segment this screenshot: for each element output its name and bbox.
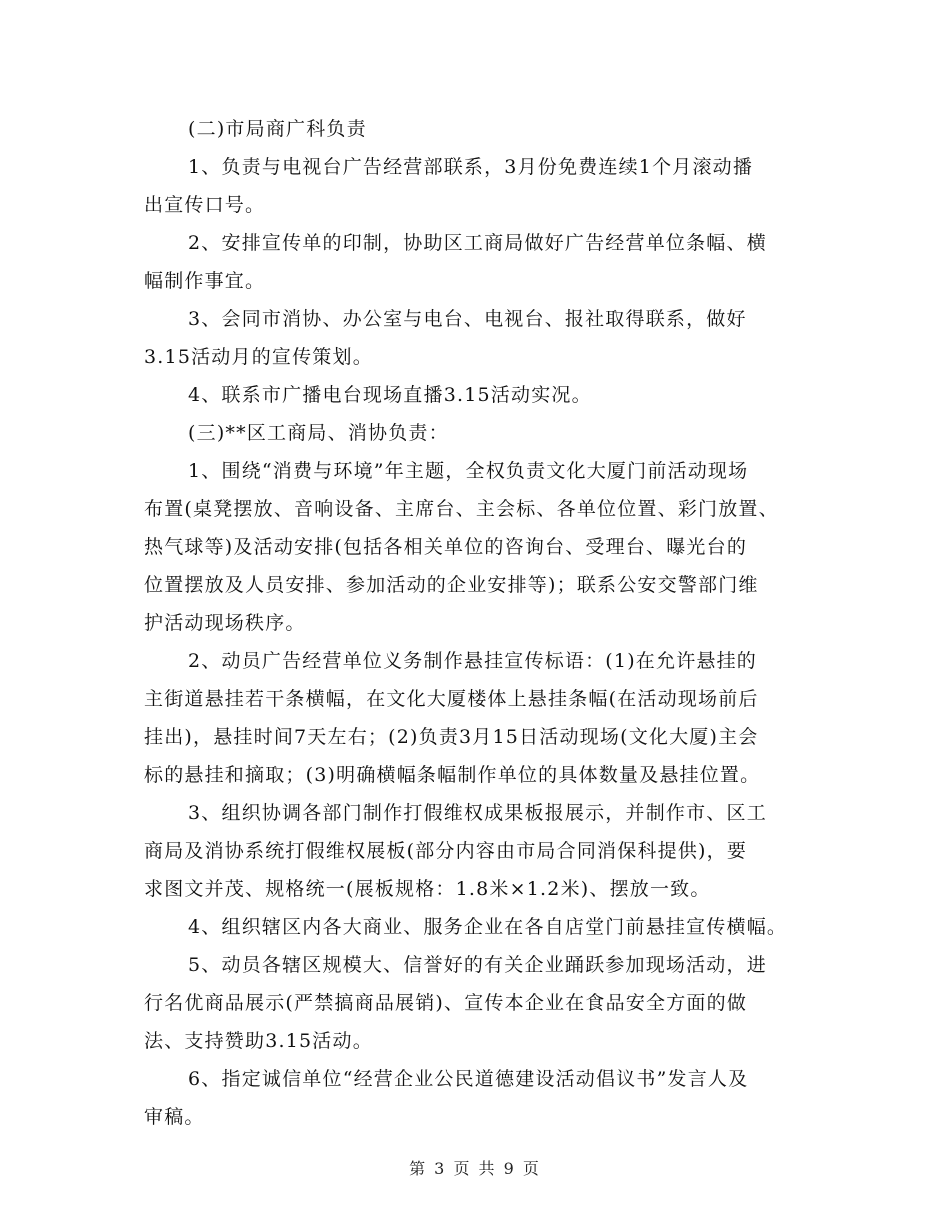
text-line: 热气球等)及活动安排(包括各相关单位的咨询台、受理台、曝光台的 — [144, 536, 748, 558]
text-line: (二)市局商广科负责 — [188, 118, 367, 140]
text-line: 1、围绕“消费与环境”年主题，全权负责文化大厦门前活动现场 — [188, 460, 749, 482]
text-line: 位置摆放及人员安排、参加活动的企业安排等)；联系公安交警部门维 — [144, 574, 759, 596]
text-line: 幅制作事宜。 — [144, 270, 266, 292]
text-line: 审稿。 — [144, 1106, 205, 1128]
text-line: 行名优商品展示(严禁搞商品展销)、宣传本企业在食品安全方面的做 — [144, 992, 748, 1014]
text-line: 4、联系市广播电台现场直播3.15活动实况。 — [188, 384, 592, 406]
text-line: 5、动员各辖区规模大、信誉好的有关企业踊跃参加现场活动，进 — [188, 954, 767, 976]
text-line: 4、组织辖区内各大商业、服务企业在各自店堂门前悬挂宣传横幅。 — [188, 916, 788, 938]
document-body — [140, 113, 820, 1139]
text-line: 3.15活动月的宣传策划。 — [144, 346, 373, 368]
text-line: 2、安排宣传单的印制，协助区工商局做好广告经营单位条幅、横 — [188, 232, 767, 254]
text-line: 护活动现场秩序。 — [144, 612, 306, 634]
text-line: 1、负责与电视台广告经营部联系，3月份免费连续1个月滚动播 — [188, 156, 754, 178]
text-line: 布置(桌凳摆放、音响设备、主席台、主会标、各单位位置、彩门放置、 — [144, 498, 779, 520]
text-line: 主街道悬挂若干条横幅，在文化大厦楼体上悬挂条幅(在活动现场前后 — [144, 688, 759, 710]
text-line: 2、动员广告经营单位义务制作悬挂宣传标语：(1)在允许悬挂的 — [188, 650, 758, 672]
text-line: 3、会同市消协、办公室与电台、电视台、报社取得联系，做好 — [188, 308, 747, 330]
text-line: 出宣传口号。 — [144, 194, 266, 216]
text-line: 6、指定诚信单位“经营企业公民道德建设活动倡议书”发言人及 — [188, 1068, 749, 1090]
text-line: 标的悬挂和摘取；(3)明确横幅条幅制作单位的具体数量及悬挂位置。 — [144, 764, 761, 786]
text-line: 挂出)，悬挂时间7天左右；(2)负责3月15日活动现场(文化大厦)主会 — [144, 726, 759, 748]
text-line: 法、支持赞助3.15活动。 — [144, 1030, 373, 1052]
text-line: (三)**区工商局、消协负责： — [188, 422, 449, 444]
text-line: 求图文并茂、规格统一(展板规格：1.8米×1.2米)、摆放一致。 — [144, 878, 711, 900]
text-line: 商局及消协系统打假维权展板(部分内容由市局合同消保科提供)，要 — [144, 840, 748, 862]
page-number-footer: 第 3 页 共 9 页 — [409, 1159, 541, 1178]
text-line: 3、组织协调各部门制作打假维权成果板报展示，并制作市、区工 — [188, 802, 767, 824]
